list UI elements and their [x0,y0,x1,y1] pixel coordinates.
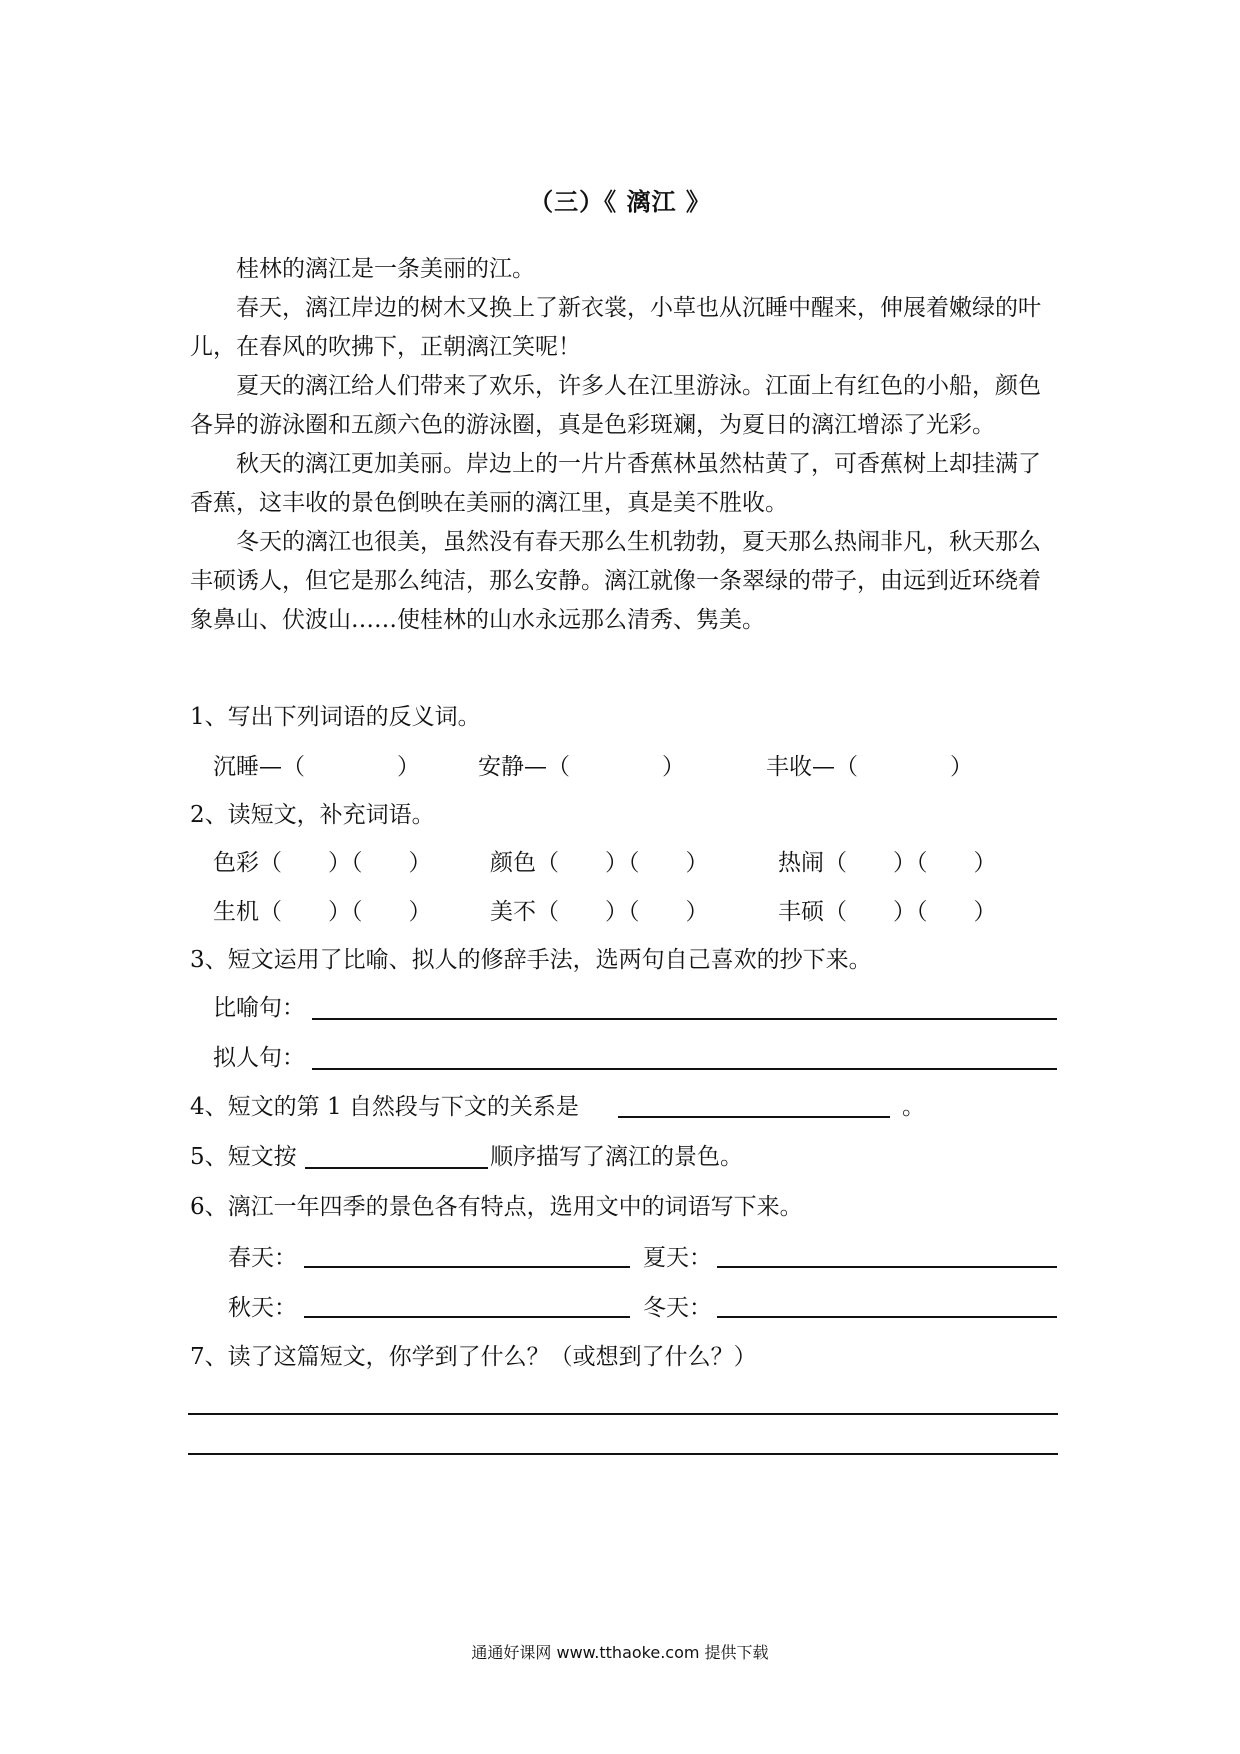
summer-label: 夏天： [643,1245,712,1271]
simile-answer-line[interactable] [312,1018,1057,1020]
spring-label: 春天： [228,1245,297,1271]
q4-end-mark: 。 [902,1094,925,1120]
personification-label: 拟人句： [213,1045,305,1071]
reading-passage [190,250,1060,640]
question-5-suffix: 顺序描写了漓江的景色。 [490,1144,743,1170]
q2-item-1[interactable]: 色彩（ ）（ ） [213,850,432,876]
footer-credit: 通通好课网 www.tthaoke.com 提供下载 [471,1643,769,1662]
passage-paragraph-2: 春天，漓江岸边的树木又换上了新衣裳，小草也从沉睡中醒来，伸展着嫩绿的叶儿，在春风的吹拂下，正朝漓江笑呢！ [190,295,1041,360]
q2-item-5[interactable]: 美不（ ）（ ） [490,899,709,925]
q2-item-4[interactable]: 生机（ ）（ ） [213,899,432,925]
page-title: （三）《 漓江 》 [529,187,711,216]
spring-answer-line[interactable] [304,1266,630,1268]
passage-paragraph-4: 秋天的漓江更加美丽。岸边上的一片片香蕉林虽然枯黄了，可香蕉树上却挂满了香蕉，这丰收的景色倒映在美丽的漓江里，真是美不胜收。 [190,451,1041,516]
q1-item-2[interactable]: 安静—（ ） [478,754,685,780]
q7-answer-line-2[interactable] [188,1453,1058,1455]
q2-item-2[interactable]: 颜色（ ）（ ） [490,850,709,876]
question-7: 7、读了这篇短文，你学到了什么？（或想到了什么？） [190,1344,757,1370]
question-1: 1、写出下列词语的反义词。 [190,704,481,730]
question-5-prefix: 5、短文按 [190,1144,297,1170]
q1-item-1[interactable]: 沉睡—（ ） [213,754,420,780]
q1-item-3[interactable]: 丰收—（ ） [766,754,973,780]
q5-answer-line[interactable] [305,1167,488,1169]
q2-item-3[interactable]: 热闹（ ）（ ） [778,850,997,876]
q4-answer-line[interactable] [618,1116,890,1118]
question-3: 3、短文运用了比喻、拟人的修辞手法，选两句自己喜欢的抄下来。 [190,947,872,973]
passage-paragraph-3: 夏天的漓江给人们带来了欢乐，许多人在江里游泳。江面上有红色的小船，颜色各异的游泳圈和五颜六色的游泳圈，真是色彩斑斓，为夏日的漓江增添了光彩。 [190,373,1041,438]
question-2: 2、读短文，补充词语。 [190,802,435,828]
simile-label: 比喻句： [213,995,305,1021]
autumn-label: 秋天： [228,1295,297,1321]
question-6: 6、漓江一年四季的景色各有特点，选用文中的词语写下来。 [190,1194,803,1220]
passage-paragraph-1: 桂林的漓江是一条美丽的江。 [236,256,535,282]
question-4: 4、短文的第 1 自然段与下文的关系是 [190,1094,579,1120]
winter-answer-line[interactable] [717,1316,1057,1318]
autumn-answer-line[interactable] [304,1316,630,1318]
passage-paragraph-5: 冬天的漓江也很美，虽然没有春天那么生机勃勃，夏天那么热闹非凡，秋天那么丰硕诱人，但它是那么纯洁，那么安静。漓江就像一条翠绿的带子，由远到近环绕着象鼻山、伏波山……使桂林的山水永远那么清秀、隽美。 [190,529,1041,633]
personification-answer-line[interactable] [312,1068,1057,1070]
winter-label: 冬天： [643,1295,712,1321]
summer-answer-line[interactable] [717,1266,1057,1268]
q2-item-6[interactable]: 丰硕（ ）（ ） [778,899,997,925]
q7-answer-line-1[interactable] [188,1413,1058,1415]
